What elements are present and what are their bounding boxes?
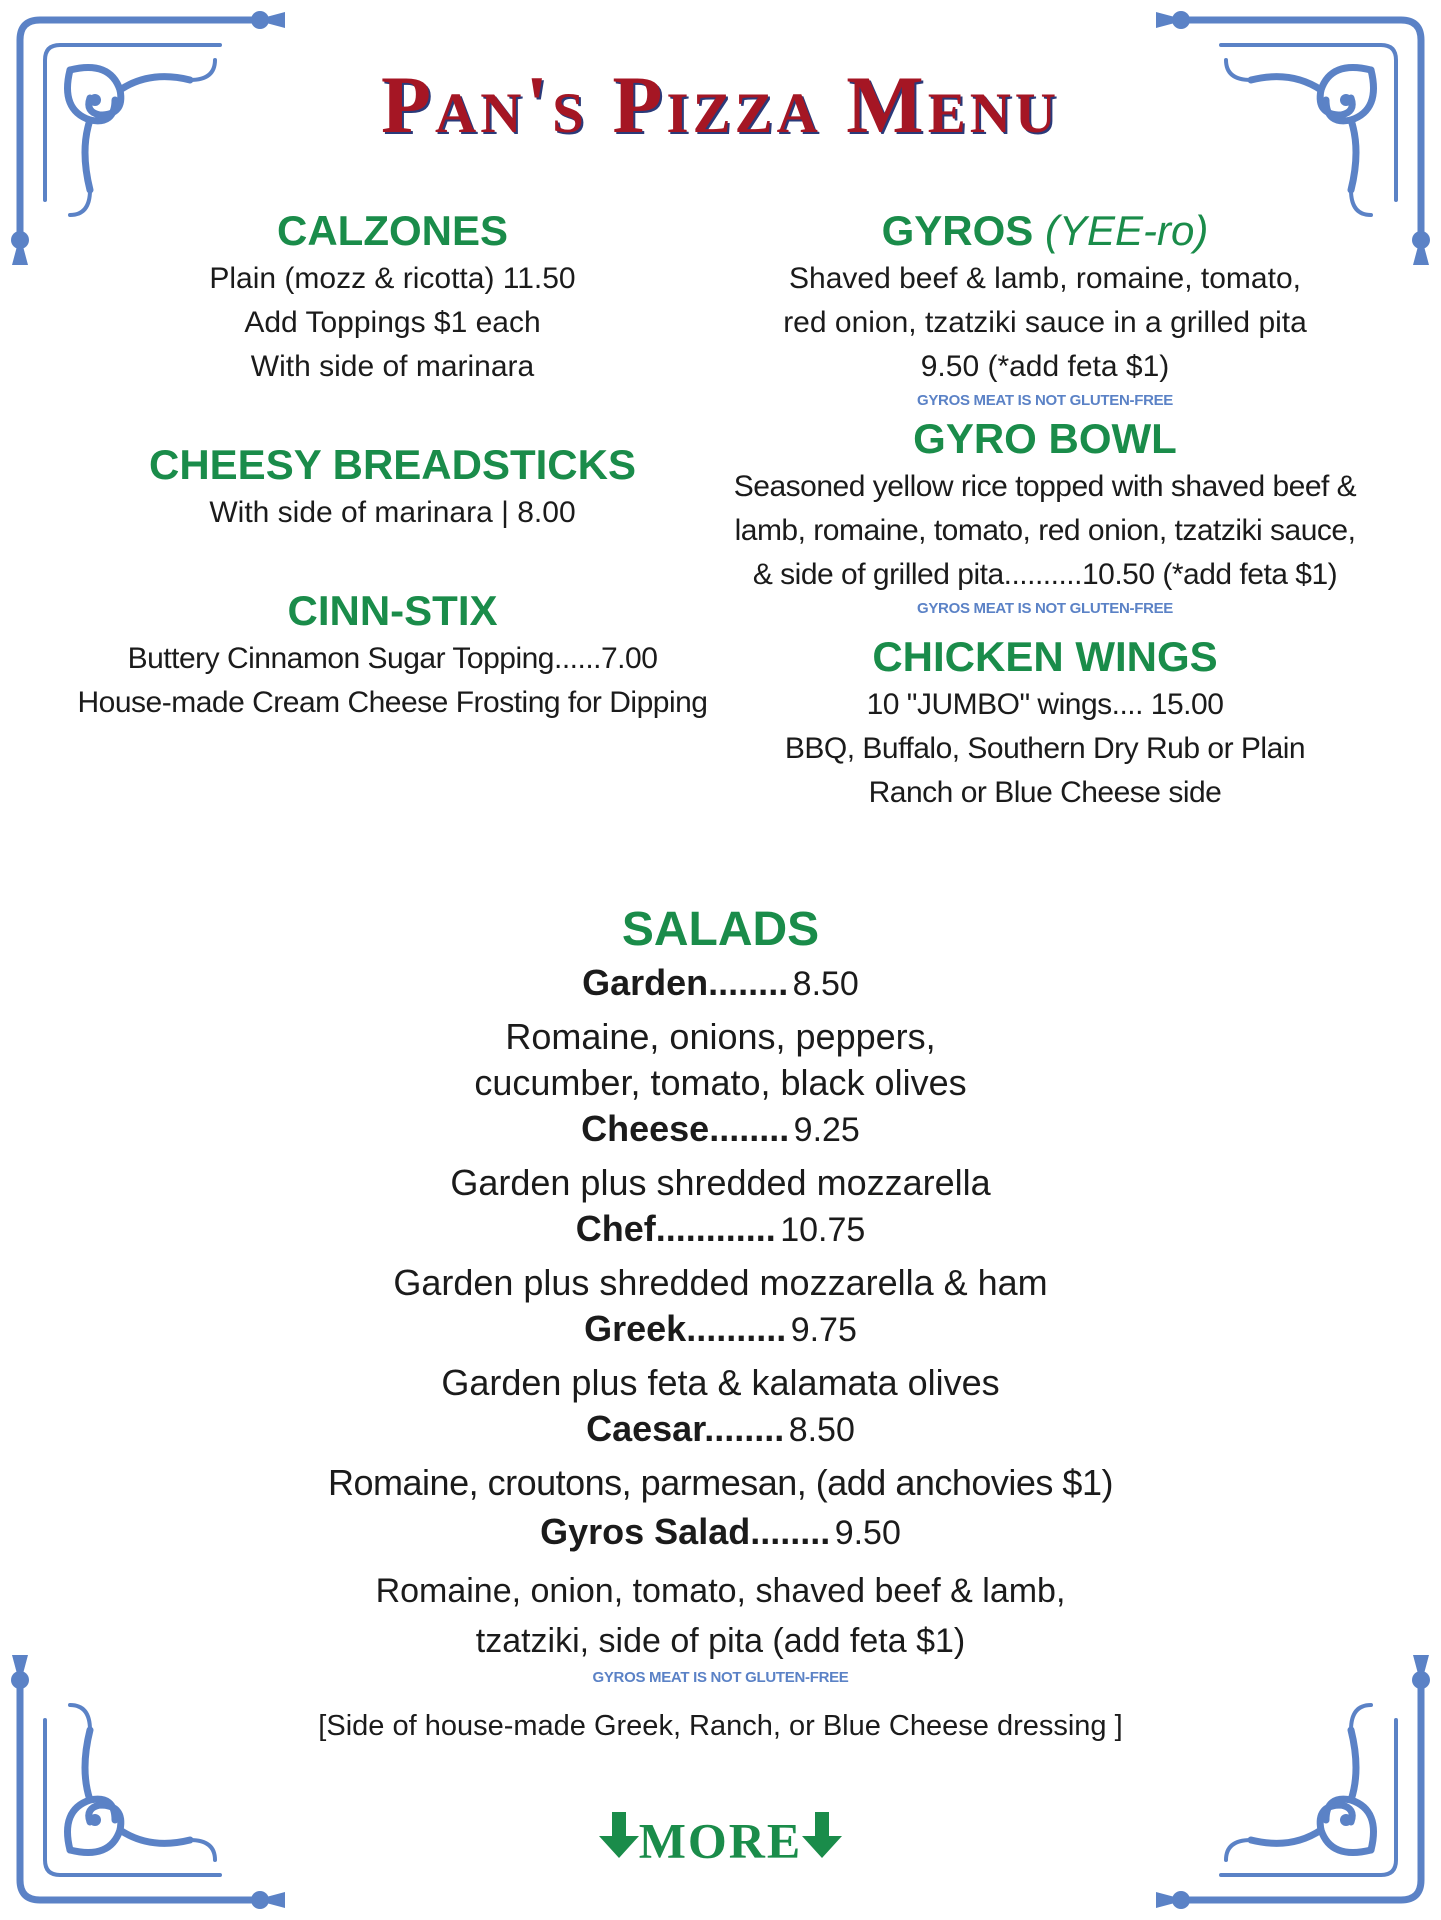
salad-price: 8.50: [792, 965, 859, 1003]
gyros-section: [725, 205, 1365, 413]
calzones-section: [60, 205, 725, 389]
salads-heading: SALADS: [621, 903, 820, 956]
salad-description: Romaine, onion, tomato, shaved beef & lamb,: [375, 1572, 1066, 1610]
gyros-line: Shaved beef & lamb, romaine, tomato,: [789, 262, 1301, 295]
wings-line: BBQ, Buffalo, Southern Dry Rub or Plain: [784, 732, 1306, 765]
salad-name: Gyros Salad........: [540, 1511, 831, 1552]
gluten-note: GYROS MEAT IS NOT GLUTEN-FREE: [592, 1669, 849, 1686]
calzones-line: With side of marinara: [250, 350, 535, 383]
salad-price: 9.75: [790, 1311, 857, 1349]
wings-heading: CHICKEN WINGS: [872, 633, 1218, 680]
cinnstix-line: Buttery Cinnamon Sugar Topping......7.00: [127, 642, 658, 675]
breadsticks-section: [60, 439, 725, 535]
arrow-down-icon: [599, 1812, 639, 1870]
calzones-line: Add Toppings $1 each: [244, 306, 541, 339]
gyros-line: red onion, tzatziki sauce in a grilled pita: [783, 306, 1307, 339]
salad-description: Romaine, croutons, parmesan, (add anchovies $1): [328, 1462, 1113, 1503]
gyro-bowl-section: [725, 413, 1365, 621]
arrow-down-icon: [802, 1812, 842, 1870]
salad-description: Garden plus shredded mozzarella: [450, 1162, 991, 1203]
more-label: MORE: [638, 1812, 803, 1869]
breadsticks-heading: CHEESY BREADSTICKS: [149, 441, 636, 488]
more-indicator[interactable]: [0, 1806, 1441, 1870]
salad-description: tzatziki, side of pita (add feta $1): [475, 1622, 966, 1660]
salad-description: Garden plus feta & kalamata olives: [441, 1362, 1000, 1403]
wings-section: [725, 631, 1365, 815]
gyros-heading-label: GYROS: [881, 207, 1034, 254]
salads-section: [0, 900, 1441, 1746]
salad-item: [0, 1106, 1441, 1160]
gyro-bowl-line: lamb, romaine, tomato, red onion, tzatziki sauce,: [734, 514, 1356, 547]
gyros-line: 9.50 (*add feta $1): [920, 350, 1170, 383]
salad-description: cucumber, tomato, black olives: [474, 1062, 967, 1103]
salad-name: Cheese........: [581, 1108, 790, 1149]
gyros-heading: [725, 205, 1365, 257]
gyros-pronunciation: (YEE-ro): [1045, 207, 1209, 254]
gluten-note: GYROS MEAT IS NOT GLUTEN-FREE: [916, 392, 1174, 409]
gyro-bowl-line: Seasoned yellow rice topped with shaved beef &: [733, 470, 1357, 503]
calzones-line: Plain (mozz & ricotta) 11.50: [209, 262, 576, 295]
calzones-heading: CALZONES: [277, 207, 508, 254]
cinnstix-section: [60, 585, 725, 725]
gyro-bowl-heading: GYRO BOWL: [913, 415, 1177, 462]
gyro-bowl-line: & side of grilled pita..........10.50 (*add feta $1): [752, 558, 1338, 591]
salad-item: [0, 1506, 1441, 1566]
salad-description: Romaine, onions, peppers,: [505, 1016, 936, 1057]
salad-price: 9.25: [793, 1111, 860, 1149]
breadsticks-line: With side of marinara | 8.00: [209, 496, 576, 529]
salad-item: [0, 1206, 1441, 1260]
salad-item: [0, 1406, 1441, 1460]
salad-price: 10.75: [780, 1211, 866, 1249]
wings-line: Ranch or Blue Cheese side: [868, 776, 1222, 809]
dressing-note: [Side of house-made Greek, Ranch, or Blue Cheese dressing ]: [318, 1710, 1123, 1742]
salad-price: 8.50: [788, 1411, 855, 1449]
salad-description: Garden plus shredded mozzarella & ham: [393, 1262, 1048, 1303]
cinnstix-heading: CINN-STIX: [287, 587, 498, 634]
salad-name: Caesar........: [586, 1408, 785, 1449]
salad-item: [0, 960, 1441, 1014]
salad-item: [0, 1306, 1441, 1360]
salad-name: Chef............: [575, 1208, 776, 1249]
cinnstix-line: House-made Cream Cheese Frosting for Dipping: [77, 686, 708, 719]
left-column: [60, 205, 725, 725]
salad-name: Greek..........: [584, 1308, 787, 1349]
salad-price: 9.50: [834, 1514, 901, 1552]
gluten-note: GYROS MEAT IS NOT GLUTEN-FREE: [916, 600, 1174, 617]
right-column: [725, 205, 1365, 815]
wings-line: 10 "JUMBO" wings.... 15.00: [866, 688, 1224, 721]
salad-name: Garden........: [582, 962, 789, 1003]
menu-title: Pan's Pizza Menu: [380, 59, 1061, 150]
